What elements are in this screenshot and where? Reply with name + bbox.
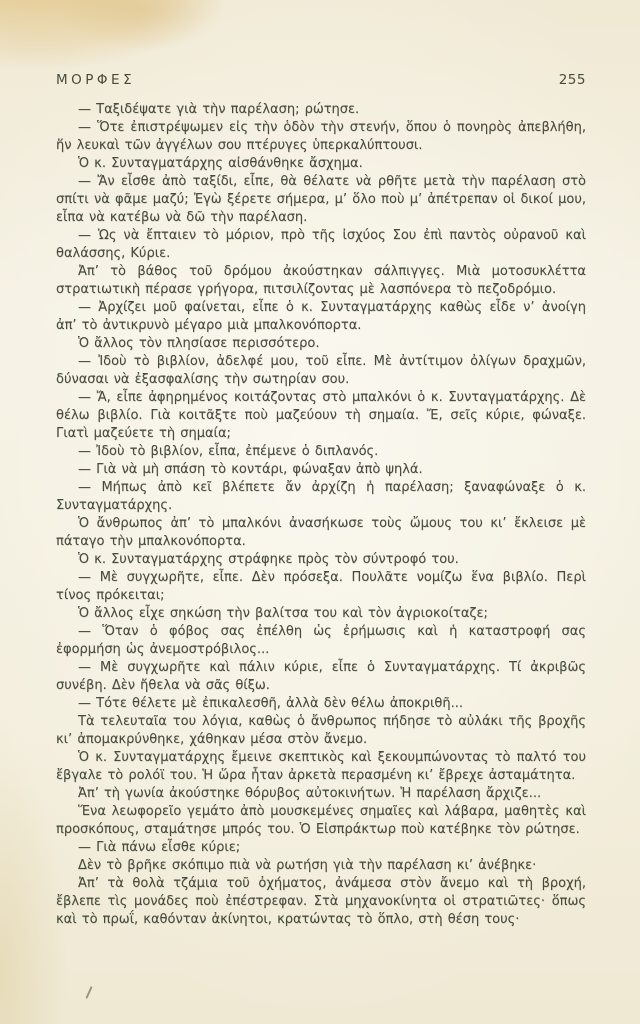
paragraph: Ἀπ’ τὰ θολὰ τζάμια τοῦ ὀχήματος, ἀνάμεσα στὸν ἄνεμο καὶ τὴ βροχή, ἔβλεπε τὶς μονάδες ποὺ ἐπέστρεφαν. Στὰ μηχανοκίνητα οἱ στρατιῶτες· ὅπως καὶ τὸ πρωΐ, καθόνταν ἀκίνητοι, κρατώντας τὸ ὅπλο, στὴ θέση τους· [56,876,586,927]
paragraph: — Γιὰ πάνω εἶσθε κύριε; [78,840,241,855]
paragraph: — Ἰδοὺ τὸ βιβλίον, εἶπα, ἐπέμενε ὁ διπλανός. [78,444,379,459]
paragraph: Δὲν τὸ βρῆκε σκόπιμο πιὰ νὰ ρωτήση γιὰ τὴν παρέλαση κι’ ἀνέβηκε· [78,858,537,873]
page-number: 255 [558,72,586,88]
pen-mark [85,986,92,999]
paragraph: Ἀπ’ τὴ γωνία ἀκούστηκε θόρυβος αὐτοκινήτων. Ἡ παρέλαση ἄρχιζε... [78,786,542,801]
paragraph: Ὁ ἄλλος τὸν πλησίασε περισσότερο. [78,336,320,351]
paragraph: — Τότε θέλετε μὲ ἐπικαλεσθῆ, ἀλλὰ δὲν θέλω ἀποκριθῆ... [78,696,464,711]
paragraph: — Μήπως ἀπὸ κεῖ βλέπετε ἄν ἀρχίζη ἡ παρέλαση; ξαναφώναξε ὁ κ. Συνταγματάρχης. [56,480,586,513]
paragraph: Ὁ κ. Συνταγματάρχης ἔμεινε σκεπτικὸς καὶ ξεκουμπώνοντας τὸ παλτό του ἔβγαλε τὸ ρολόϊ του. Ἡ ὥρα ἦταν ἀρκετὰ περασμένη κι’ ἔβρεχε ἀσταμάτητα. [56,750,586,783]
paragraph: Ἕνα λεωφορεῖο γεμάτο ἀπὸ μουσκεμένες σημαῖες καὶ λάβαρα, μαθητὲς καὶ προσκόπους, σταμάτησε μπρός του. Ὁ Εἰσπράκτωρ ποὺ κατέβηκε τὸν ρώτησε. [56,804,586,837]
paragraph: — Ὅταν ὁ φόβος σας ἐπέλθη ὡς ἐρήμωσις καὶ ἡ καταστροφή σας ἐφορμήση ὡς ἀνεμοστρόβιλος... [56,624,586,657]
paragraph: Τὰ τελευταῖα του λόγια, καθὼς ὁ ἄνθρωπος πήδησε τὸ αὐλάκι τῆς βροχῆς κι’ ἀπομακρύνθηκε, χάθηκαν μέσα στὸν ἄνεμο. [56,714,586,747]
paragraph: — Ἀρχίζει μοῦ φαίνεται, εἶπε ὁ κ. Συνταγματάρχης καθὼς εἶδε ν’ ἀνοίγη ἀπ’ τὸ ἀντικρυνὸ μέγαρο μιὰ μπαλκονόπορτα. [56,300,586,333]
paragraph: Ὁ ἄλλος εἶχε σηκώση τὴν βαλίτσα του καὶ τὸν ἀγριοκοίταζε; [78,606,488,621]
paragraph: — Ἄ, εἶπε ἀφηρημένος κοιτάζοντας στὸ μπαλκόνι ὁ κ. Συνταγματάρχης. Δὲ θέλω βιβλίο. Γιὰ κοιτᾶξτε ποὺ μαζεύουν τὴ σημαία. Ἔ, σεῖς κύριε, φώναξε. Γιατὶ μαζεύετε τὴ σημαία; [56,390,586,441]
paragraph: — Ὡς νὰ ἔπταιεν τὸ μόριον, πρὸ τῆς ἰσχύος Σου ἐπὶ παντὸς οὐρανοῦ καὶ θαλάσσης, Κύριε. [56,228,586,261]
page-body [56,101,586,929]
running-head [56,72,586,88]
paragraph: — Μὲ συγχωρῆτε, εἶπε. Δὲν πρόσεξα. Πουλᾶτε νομίζω ἕνα βιβλίο. Περὶ τίνος πρόκειται; [56,570,586,603]
page-content [56,72,586,929]
paragraph: Ἀπ’ τὸ βάθος τοῦ δρόμου ἀκούστηκαν σάλπιγγες. Μιὰ μοτοσυκλέττα στρατιωτικὴ πέρασε γρήγορα, πιτσιλίζοντας μὲ λασπόνερα τὸ πεζοδρόμιο. [56,264,586,297]
book-section-title: ΜΟΡΦΕΣ [56,72,136,88]
paragraph: — Γιὰ νὰ μὴ σπάση τὸ κοντάρι, φώναξαν ἀπὸ ψηλά. [78,462,423,477]
paragraph: — Μὲ συγχωρῆτε καὶ πάλιν κύριε, εἶπε ὁ Συνταγματάρχης. Τί ἀκριβῶς συνέβη. Δὲν ἤθελα νὰ σᾶς θίξω. [56,660,586,693]
paragraph: — Ἰδοὺ τὸ βιβλίον, ἀδελφέ μου, τοῦ εἶπε. Μὲ ἀντίτιμον ὀλίγων δραχμῶν, δύνασαι νὰ ἐξασφαλίσης τὴν σωτηρίαν σου. [56,354,586,387]
paragraph: Ὁ κ. Συνταγματάρχης στράφηκε πρὸς τὸν σύντροφό του. [78,552,459,567]
paragraph: — Ταξιδέψατε γιὰ τὴν παρέλαση; ρώτησε. [78,102,360,117]
paragraph: — Ἄν εἶσθε ἀπὸ ταξίδι, εἶπε, θὰ θέλατε νὰ ρθῆτε μετὰ τὴν παρέλαση στὸ σπίτι νὰ φᾶμε μαζύ; Ἐγὼ ξέρετε σήμερα, μ’ ὅλο ποὺ μ’ ἀπέτρεπαν οἱ δικοί μου, εἶπα νὰ κατέβω νὰ δῶ τὴν παρέλαση. [56,174,586,225]
paragraph: Ὁ ἄνθρωπος ἀπ’ τὸ μπαλκόνι ἀνασήκωσε τοὺς ὤμους του κι’ ἔκλεισε μὲ πάταγο τὴν μπαλκονόπορτα. [56,516,586,549]
paragraph: Ὁ κ. Συνταγματάρχης αἰσθάνθηκε ἄσχημα. [78,156,363,171]
paragraph: — Ὅτε ἐπιστρέψωμεν εἰς τὴν ὁδὸν τὴν στενήν, ὅπου ὁ πονηρὸς ἀπεβλήθη, ἥν λευκαὶ τῶν ἀγγέλων σου πτέρυγες ὑπερκαλύπτουσι. [56,120,586,153]
